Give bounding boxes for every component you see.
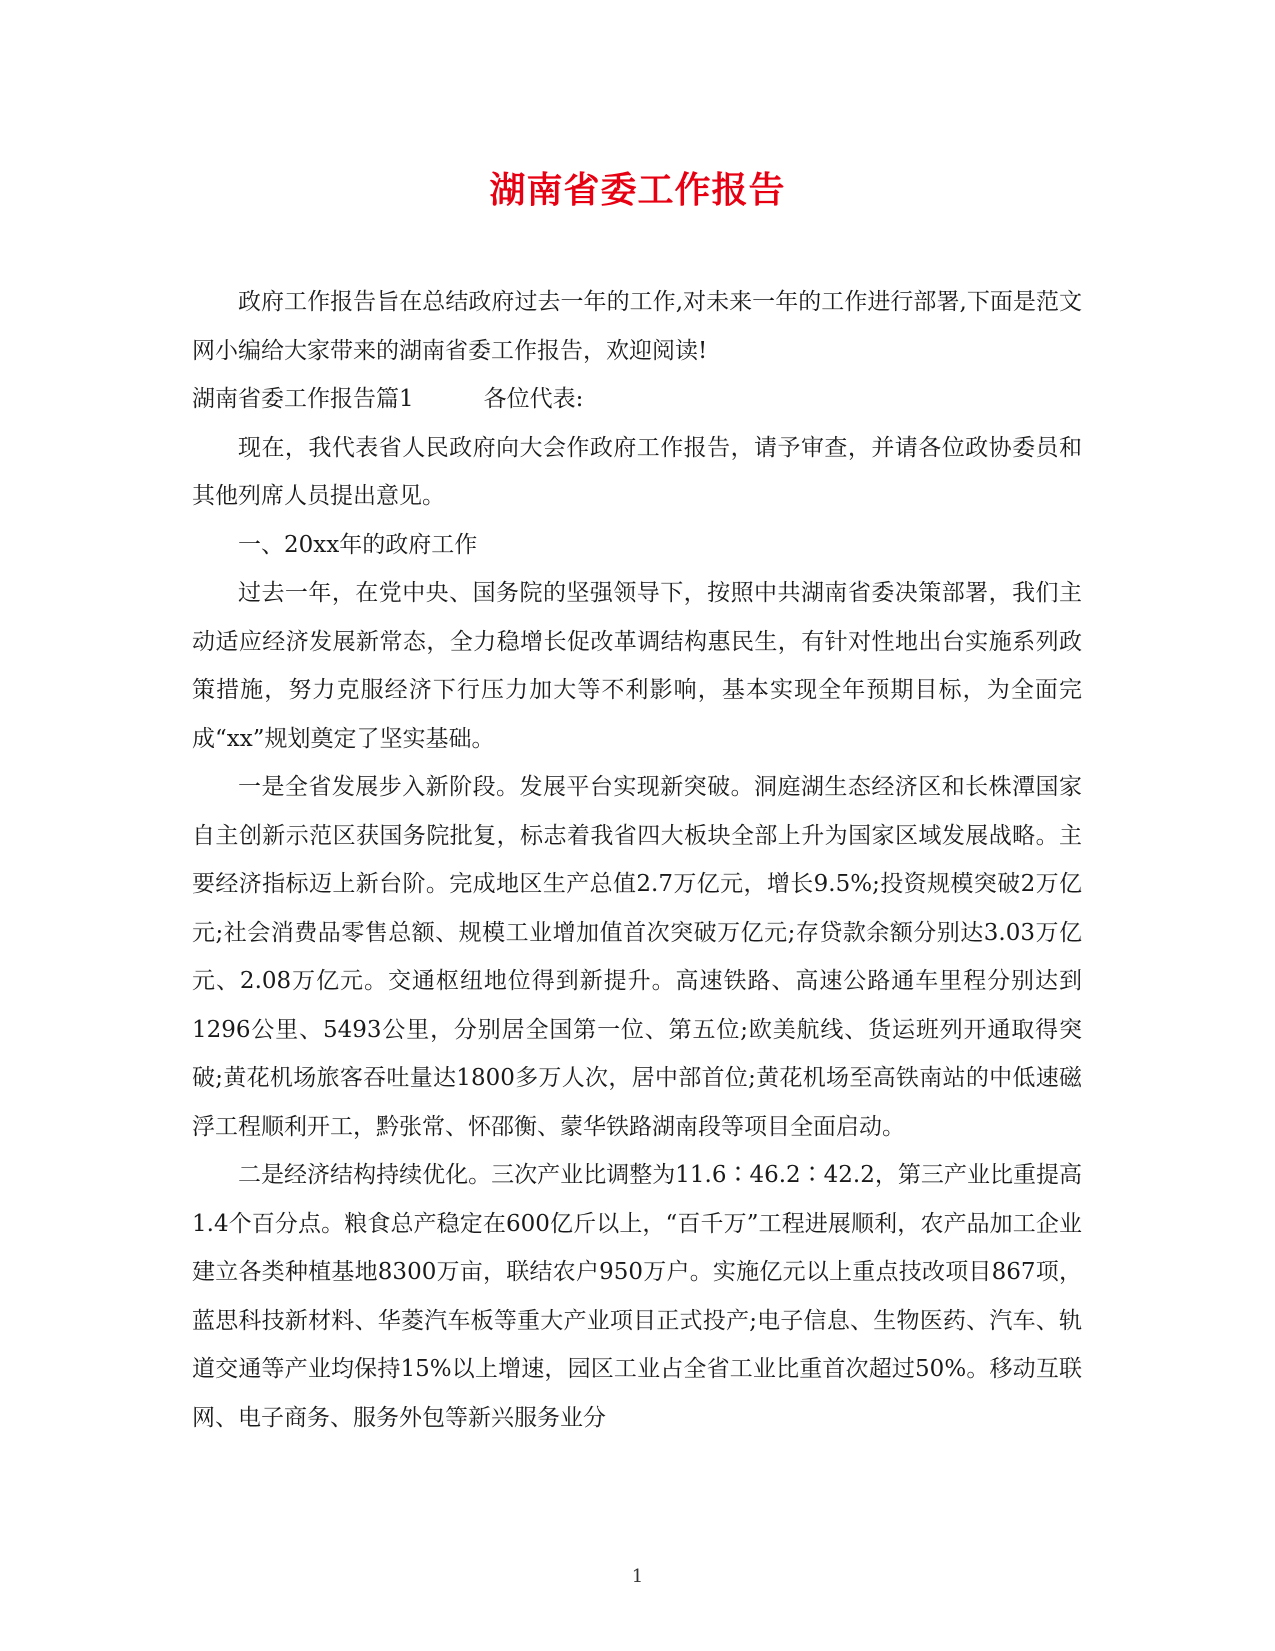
document-body: [192, 278, 1082, 1442]
section-heading: 湖南省委工作报告篇1: [192, 386, 414, 412]
page-number: 1: [631, 1566, 644, 1587]
paragraph-heading-one: 一、20xx年的政府工作: [238, 531, 478, 558]
section-greeting: 各位代表:: [483, 386, 584, 412]
section-heading-line: [192, 375, 1082, 424]
paragraph-address: 现在，我代表省人民政府向大会作政府工作报告，请予审查，并请各位政协委员和其他列席人员提出意见。: [192, 434, 1082, 509]
intro-paragraph: 政府工作报告旨在总结政府过去一年的工作,对未来一年的工作进行部署,下面是范文网小编给大家带来的湖南省委工作报告，欢迎阅读!: [192, 289, 1082, 364]
paragraph-past-year: 过去一年，在党中央、国务院的坚强领导下，按照中共湖南省委决策部署，我们主动适应经济发展新常态，全力稳增长促改革调结构惠民生，有针对性地出台实施系列政策措施，努力克服经济下行压力加大等不利影响，基本实现全年预期目标，为全面完成“xx”规划奠定了坚实基础。: [192, 580, 1082, 752]
document-title: 湖南省委工作报告: [489, 169, 786, 211]
paragraph-point-one: 一是全省发展步入新阶段。发展平台实现新突破。洞庭湖生态经济区和长株潭国家自主创新示范区获国务院批复，标志着我省四大板块全部上升为国家区域发展战略。主要经济指标迈上新台阶。完成地区生产总值2.7万亿元，增长9.5%;投资规模突破2万亿元;社会消费品零售总额、规模工业增加值首次突破万亿元;存贷款余额分别达3.03万亿元、2.08万亿元。交通枢纽地位得到新提升。高速铁路、高速公路通车里程分别达到1296公里、5493公里，分别居全国第一位、第五位;欧美航线、货运班列开通取得突破;黄花机场旅客吞吐量达1800多万人次，居中部首位;黄花机场至高铁南站的中低速磁浮工程顺利开工，黔张常、怀邵衡、蒙华铁路湖南段等项目全面启动。: [192, 774, 1082, 1140]
paragraph-point-two: 二是经济结构持续优化。三次产业比调整为11.6∶46.2∶42.2，第三产业比重提高1.4个百分点。粮食总产稳定在600亿斤以上，“百千万”工程进展顺利，农产品加工企业建立各类种植基地8300万亩，联结农户950万户。实施亿元以上重点技改项目867项，蓝思科技新材料、华菱汽车板等重大产业项目正式投产;电子信息、生物医药、汽车、轨道交通等产业均保持15%以上增速，园区工业占全省工业比重首次超过50%。移动互联网、电子商务、服务外包等新兴服务业分: [192, 1162, 1082, 1431]
